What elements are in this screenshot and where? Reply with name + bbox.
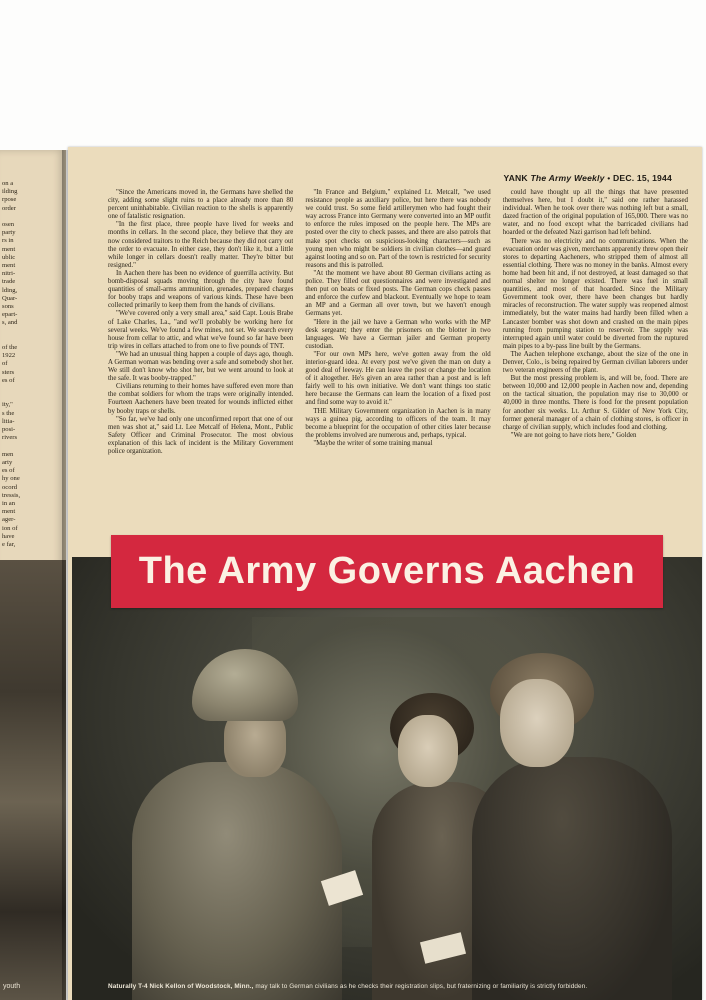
- running-head-separator: •: [607, 173, 611, 183]
- paragraph: Civilians returning to their homes have suffered even more than the combat soldiers for whom the traps were originally intended. Fourteen Aacheners have been treated for wounds inflicted either by booby traps or shells.: [108, 383, 294, 415]
- paragraph: The Aachen telephone exchange, about the size of the one in Denver, Colo., is being repaired by German civilian laborers under two veteran engineers of the plant.: [502, 350, 688, 375]
- magazine-page: [68, 147, 702, 1000]
- magazine-subtitle: The Army Weekly: [530, 173, 605, 183]
- paragraph: "Here in the jail we have a German who works with the MP desk sergeant; they enter the prisoners on the blotter in two languages. We have a German jailer and German property custodian.: [305, 318, 491, 350]
- article-column-3: [503, 189, 688, 575]
- paragraph: "In the first place, three people have lived for weeks and months in cellars. In the second place, they believe that they are now considered traitors to the Reich because they did not carry out the order to evacuate. In either case, they don't like it, but a little while longer in cellars doesn't really matter. They're bitter but resigned.": [108, 221, 294, 269]
- civilian-woman-1-face: [398, 715, 458, 787]
- headline-banner: [111, 535, 663, 608]
- article-column-1: [108, 189, 293, 575]
- previous-page-caption: youth: [3, 983, 21, 990]
- paragraph: "At the moment we have about 80 German civilians acting as police. They filled out questionnaires and were investigated and then put on beats or fixed posts. The German cops check passes and enforce the curfew and blackout. Eventually we hope to team an MP and a German all over town, but we haven't enough Germans yet.: [305, 269, 491, 318]
- magazine-name: YANK: [503, 173, 528, 183]
- paragraph: "In France and Belgium," explained Lt. Metcalf, "we used resistance people as auxiliary police, but here there was nobody we could trust. So some field artillerymen who had fought their way across France into Germany were converted into an MP outfit to enforce the rules imposed on the people here. The MPs are posted over the city to check passes, and there are also patrols that make spot checks on suspicious-looking characters—such as young men who might be soldiers in civilian clothes—and guard against looting and so on. Part of the town is restricted for security reasons and this is patrolled.: [305, 189, 491, 269]
- paragraph: But the most pressing problem is, and will be, food. There are between 10,000 and 12,000 people in Aachen now and, depending on the tactical situation, the population may rise to 30,000 or 40,000 in three months. There is food for the present population for another six weeks. Lt. Arthur S. Gilder of New York City, former general manager of a chain of clothing stores, is officer in charge of civilian supply, which includes food and clothing.: [502, 375, 688, 431]
- article-photo: [72, 557, 702, 1000]
- paragraph: "So far, we've had only one unconfirmed report that one of our men was shot at," said Lt. Lee Metcalf of Helena, Mont., Public Safety Officer and Criminal Prosecutor. The most obvious explanation of this lack of incident is the Military Government police organization.: [108, 415, 294, 455]
- article-columns: [108, 189, 688, 575]
- paragraph: There was no electricity and no communications. When the evacuation order was given, merchants apparently threw open their stores to departing Aacheners, who stripped them of almost all essential clothing. There was no money in the banks. Almost every home had been hit and, if not destroyed, at least damaged so that normal shelter no longer existed. There was fuel in small quantities, and most of that hoarded. Since the Military Government took over, there have been changes but hardly miracles of reconstruction. The water supply was reopened almost immediately, but the water mains had hardly been filled when a Lancaster bomber was shot down and crashed on the main pipes running from pumping station to reservoir. The supply was interrupted again until water could be diverted from the ruptured main pipes to a by-pass line built by the Germans.: [502, 237, 688, 350]
- issue-date: DEC. 15, 1944: [613, 173, 672, 183]
- soldier-figure: [132, 762, 342, 1000]
- photo-caption-name: Naturally T-4 Nick Kellon of Woodstock, Minn.,: [108, 983, 254, 990]
- running-head: [503, 173, 672, 183]
- article-column-2: [305, 189, 490, 575]
- paragraph: could have thought up all the things that have presented themselves here, but I doubt it," said one rather harassed individual. When he took over there was nothing left but a small, dazed fraction of the original population of 165,000. There was no water, and no food except what the barricaded civilians had hoarded or the defeated Nazi garrison had left behind.: [502, 189, 688, 237]
- photo-caption: [108, 983, 698, 990]
- paragraph: "For our own MPs here, we've gotten away from the old interior-guard idea. At every post we've given the man on duty a good deal of leeway. He can leave the post or change the location of it altogether. He's given an area rather than a post and is left fairly well to his own initiative. We don't want things too static here because the Germans can learn the location of a fixed post and find some way to avoid it.": [305, 350, 491, 407]
- previous-page-photo: [0, 560, 66, 1000]
- paragraph: "We had an unusual thing happen a couple of days ago, though. A German woman was bending over a safe and somebody shot her. We still don't know who shot her, but we went around to look at the safe. It was booby-trapped.": [108, 350, 294, 383]
- previous-page-edge: [0, 150, 66, 1000]
- paragraph: "We've covered only a very small area," said Capt. Louis Brabe of Lake Charles, La., "and we'll probably be working here for several weeks. We've found a few mines, not set. We search every house from cellar to attic, and what we've found so far have been trip wires in cellars attached to from one to five pounds of TNT.: [108, 310, 294, 350]
- photo-caption-text: may talk to German civilians as he checks their registration slips, but fraternizing or familiarity is strictly forbidden.: [255, 983, 588, 990]
- civilian-woman-2-face: [500, 679, 574, 767]
- civilian-woman-2: [472, 757, 672, 1000]
- paragraph: "We are not going to have riots here," Golden: [510, 431, 637, 439]
- previous-page-text: on a ilding rpose order osen party rs in ment ublic ment nitri- trade lding, Quar- sons epart- s, and of the 1922 of sters es of ity," s the litia- posi- rivers men arty es of hy one ocord tressis, in an ment ager- ion of have e far,: [2, 180, 21, 548]
- paragraph: "Since the Americans moved in, the Germans have shelled the city, adding some slight ruins to a place already more than 80 percent uninhabitable. Civilian reaction to the shells is apparently one of fatalistic resignation.: [108, 189, 294, 221]
- paragraph: "Maybe the writer of some training manual: [313, 439, 433, 447]
- paragraph: In Aachen there has been no evidence of guerrilla activity. But bomb-disposal squads moving through the city have found quantities of small-arms ammunition, grenades, prepared charges for booby traps and weapons of various kinds. These have been collected primarily to keep them from the hands of civilians.: [108, 269, 294, 310]
- paragraph: THE Military Government organization in Aachen is in many ways a guinea pig, according to officers of the team. It may become a blueprint for the occupation of other cities later because the problems involved are numerous and, perhaps, typical.: [305, 407, 491, 439]
- headline-title: The Army Governs Aachen: [138, 550, 636, 592]
